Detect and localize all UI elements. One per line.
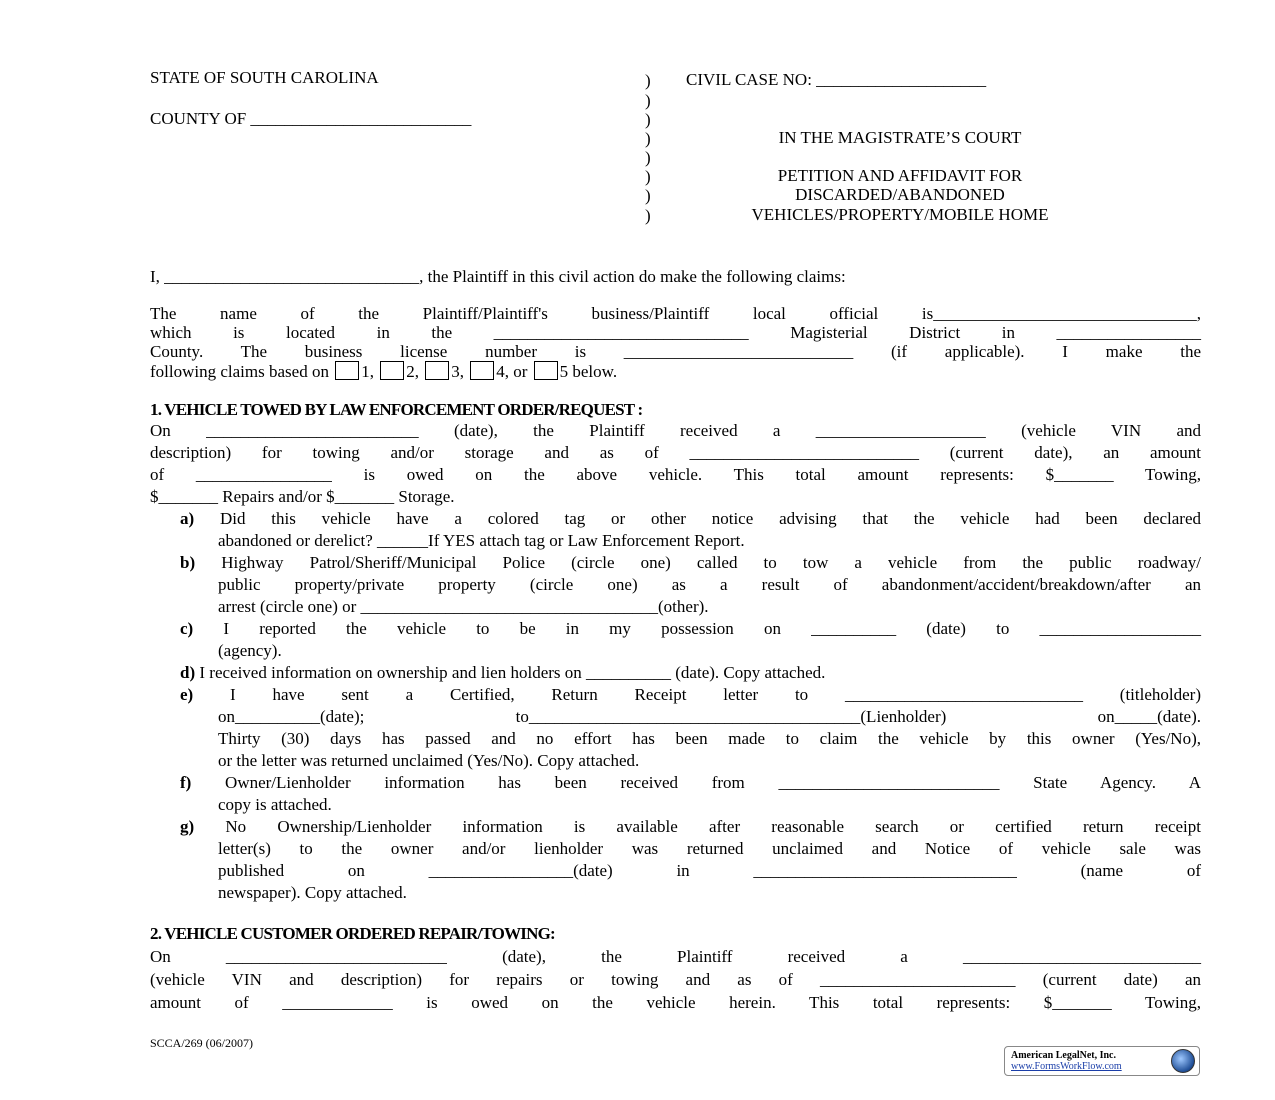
globe-icon bbox=[1171, 1049, 1195, 1073]
brand-name: American LegalNet, Inc. bbox=[1011, 1050, 1116, 1061]
claim-statement bbox=[150, 266, 1201, 287]
item-e-text: I have sent a Certified, Return Receipt letter to ____________________________ (titleholder) bbox=[230, 685, 1201, 704]
paren-divider: ) bbox=[645, 148, 651, 167]
paren-divider: ) bbox=[645, 167, 651, 186]
item-a-text: Did this vehicle have a colored tag or other notice advising that the vehicle had been declared bbox=[219, 509, 1201, 528]
item-b-label: b) bbox=[180, 553, 196, 572]
claim-5-label: 5 below. bbox=[559, 362, 618, 381]
section-2-line-1: On __________________________ (date), the Plaintiff received a ____________________________ bbox=[150, 947, 1201, 966]
item-a-line-2: abandoned or derelict? ______If YES attach tag or Law Enforcement Report. bbox=[218, 531, 745, 550]
paren-divider: ) bbox=[645, 110, 651, 129]
paren-divider: ) bbox=[645, 129, 651, 148]
item-c-text: I reported the vehicle to be in my possession on __________ (date) to ___________________ bbox=[223, 619, 1201, 638]
section-1 bbox=[150, 399, 1201, 904]
section-1-line-2: description) for towing and/or storage and as of ___________________________ (current date), an amount bbox=[150, 443, 1201, 462]
item-g-line-2: letter(s) to the owner and/or lienholder was returned unclaimed and Notice of vehicle sale was bbox=[218, 839, 1201, 858]
item-b-line-2: public property/private property (circle one) as a result of abandonment/accident/breakdown/after an bbox=[218, 575, 1201, 594]
section-2-line-2: (vehicle VIN and description) for repairs or towing and as of _______________________ (current date) an bbox=[150, 970, 1201, 989]
claim-4-checkbox[interactable] bbox=[470, 361, 494, 380]
claims-checkbox-line bbox=[150, 361, 1201, 380]
civil-case-number: CIVIL CASE NO: ____________________ bbox=[686, 70, 987, 89]
item-g-line-3: published on _________________(date) in _______________________________ (name of bbox=[218, 861, 1201, 880]
section-2-heading: 2. VEHICLE CUSTOMER ORDERED REPAIR/TOWING: bbox=[150, 924, 555, 943]
claim-1-checkbox[interactable] bbox=[335, 361, 359, 380]
court-name: IN THE MAGISTRATE’S COURT bbox=[778, 128, 1022, 147]
item-g-line-1 bbox=[150, 816, 1201, 838]
item-f-line-2: copy is attached. bbox=[218, 795, 332, 814]
section-2 bbox=[150, 923, 1201, 1014]
claim-1-label: 1, bbox=[361, 362, 374, 381]
claim-line: I, ______________________________, the Plaintiff in this civil action do make the following claims: bbox=[150, 267, 846, 286]
claim-4-label: 4, or bbox=[496, 362, 528, 381]
item-f-label: f) bbox=[180, 773, 192, 792]
petition-title-line-1: PETITION AND AFFIDAVIT FOR bbox=[777, 166, 1023, 185]
item-e-line-4: or the letter was returned unclaimed (Yes/No). Copy attached. bbox=[218, 751, 640, 770]
claim-3-checkbox[interactable] bbox=[425, 361, 449, 380]
section-1-line-4: $_______ Repairs and/or $_______ Storage. bbox=[150, 487, 455, 506]
paren-divider: ) bbox=[645, 206, 651, 225]
item-b-line-1 bbox=[150, 552, 1201, 574]
county-field: COUNTY OF __________________________ bbox=[150, 109, 472, 128]
paren-divider: ) bbox=[645, 91, 651, 110]
paren-divider: ) bbox=[645, 186, 651, 205]
item-a-label: a) bbox=[180, 509, 195, 528]
item-b-text: Highway Patrol/Sheriff/Municipal Police (circle one) called to tow a vehicle from the public roadway/ bbox=[221, 553, 1202, 572]
section-1-line-3: of ________________ is owed on the above vehicle. This total amount represents: $_______ Towing, bbox=[150, 465, 1201, 484]
petition-title-line-3: VEHICLES/PROPERTY/MOBILE HOME bbox=[751, 205, 1049, 224]
section-1-heading: 1. VEHICLE TOWED BY LAW ENFORCEMENT ORDER/REQUEST : bbox=[150, 400, 643, 419]
item-f-text: Owner/Lienholder information has been received from __________________________ State Agency. A bbox=[225, 773, 1201, 792]
item-f-line-1 bbox=[150, 772, 1201, 794]
item-g-label: g) bbox=[180, 817, 195, 836]
item-c-line-1 bbox=[150, 618, 1201, 640]
item-b-line-3: arrest (circle one) or ___________________________________(other). bbox=[218, 597, 709, 616]
item-e-line-3: Thirty (30) days has passed and no effort has been made to claim the vehicle by this owner (Yes/No), bbox=[218, 729, 1201, 748]
claims-basis-label: following claims based on bbox=[150, 362, 329, 381]
item-c-line-2: (agency). bbox=[218, 641, 282, 660]
item-d-label: d) bbox=[180, 663, 196, 682]
plaintiff-line-2: which is located in the ______________________________ Magisterial District in _________________ bbox=[150, 323, 1201, 342]
item-a-line-1 bbox=[150, 508, 1201, 530]
claim-2-checkbox[interactable] bbox=[380, 361, 404, 380]
legalnet-logo[interactable] bbox=[1004, 1046, 1200, 1076]
state-label: STATE OF SOUTH CAROLINA bbox=[150, 68, 379, 87]
plaintiff-line-1: The name of the Plaintiff/Plaintiff's business/Plaintiff local official is_______________________________, bbox=[150, 304, 1201, 323]
claim-2-label: 2, bbox=[406, 362, 419, 381]
paren-divider: ) bbox=[645, 71, 651, 90]
item-e-line-1 bbox=[150, 684, 1201, 706]
item-d-line-1 bbox=[150, 662, 1201, 684]
section-2-line-3: amount of _____________ is owed on the vehicle herein. This total represents: $_______ Towing, bbox=[150, 993, 1201, 1012]
petition-title-line-2: DISCARDED/ABANDONED bbox=[795, 185, 1005, 204]
item-d-text: I received information on ownership and lien holders on __________ (date). Copy attached. bbox=[199, 663, 826, 682]
section-1-line-1: On _________________________ (date), the Plaintiff received a ____________________ (vehicle VIN and bbox=[150, 421, 1201, 440]
plaintiff-line-3: County. The business license number is ___________________________ (if applicable). I make the bbox=[150, 342, 1201, 361]
item-e-line-2: on__________(date); to_______________________________________(Lienholder) on_____(date). bbox=[218, 707, 1201, 726]
form-id: SCCA/269 (06/2007) bbox=[150, 1036, 254, 1050]
brand-url-link[interactable]: www.FormsWorkFlow.com bbox=[1011, 1061, 1122, 1072]
claim-5-checkbox[interactable] bbox=[534, 361, 558, 380]
item-g-text: No Ownership/Lienholder information is available after reasonable search or certified return receipt bbox=[225, 817, 1201, 836]
plaintiff-paragraph bbox=[150, 304, 1201, 380]
item-g-line-4: newspaper). Copy attached. bbox=[218, 883, 407, 902]
item-c-label: c) bbox=[180, 619, 194, 638]
claim-3-label: 3, bbox=[451, 362, 464, 381]
item-e-label: e) bbox=[180, 685, 194, 704]
